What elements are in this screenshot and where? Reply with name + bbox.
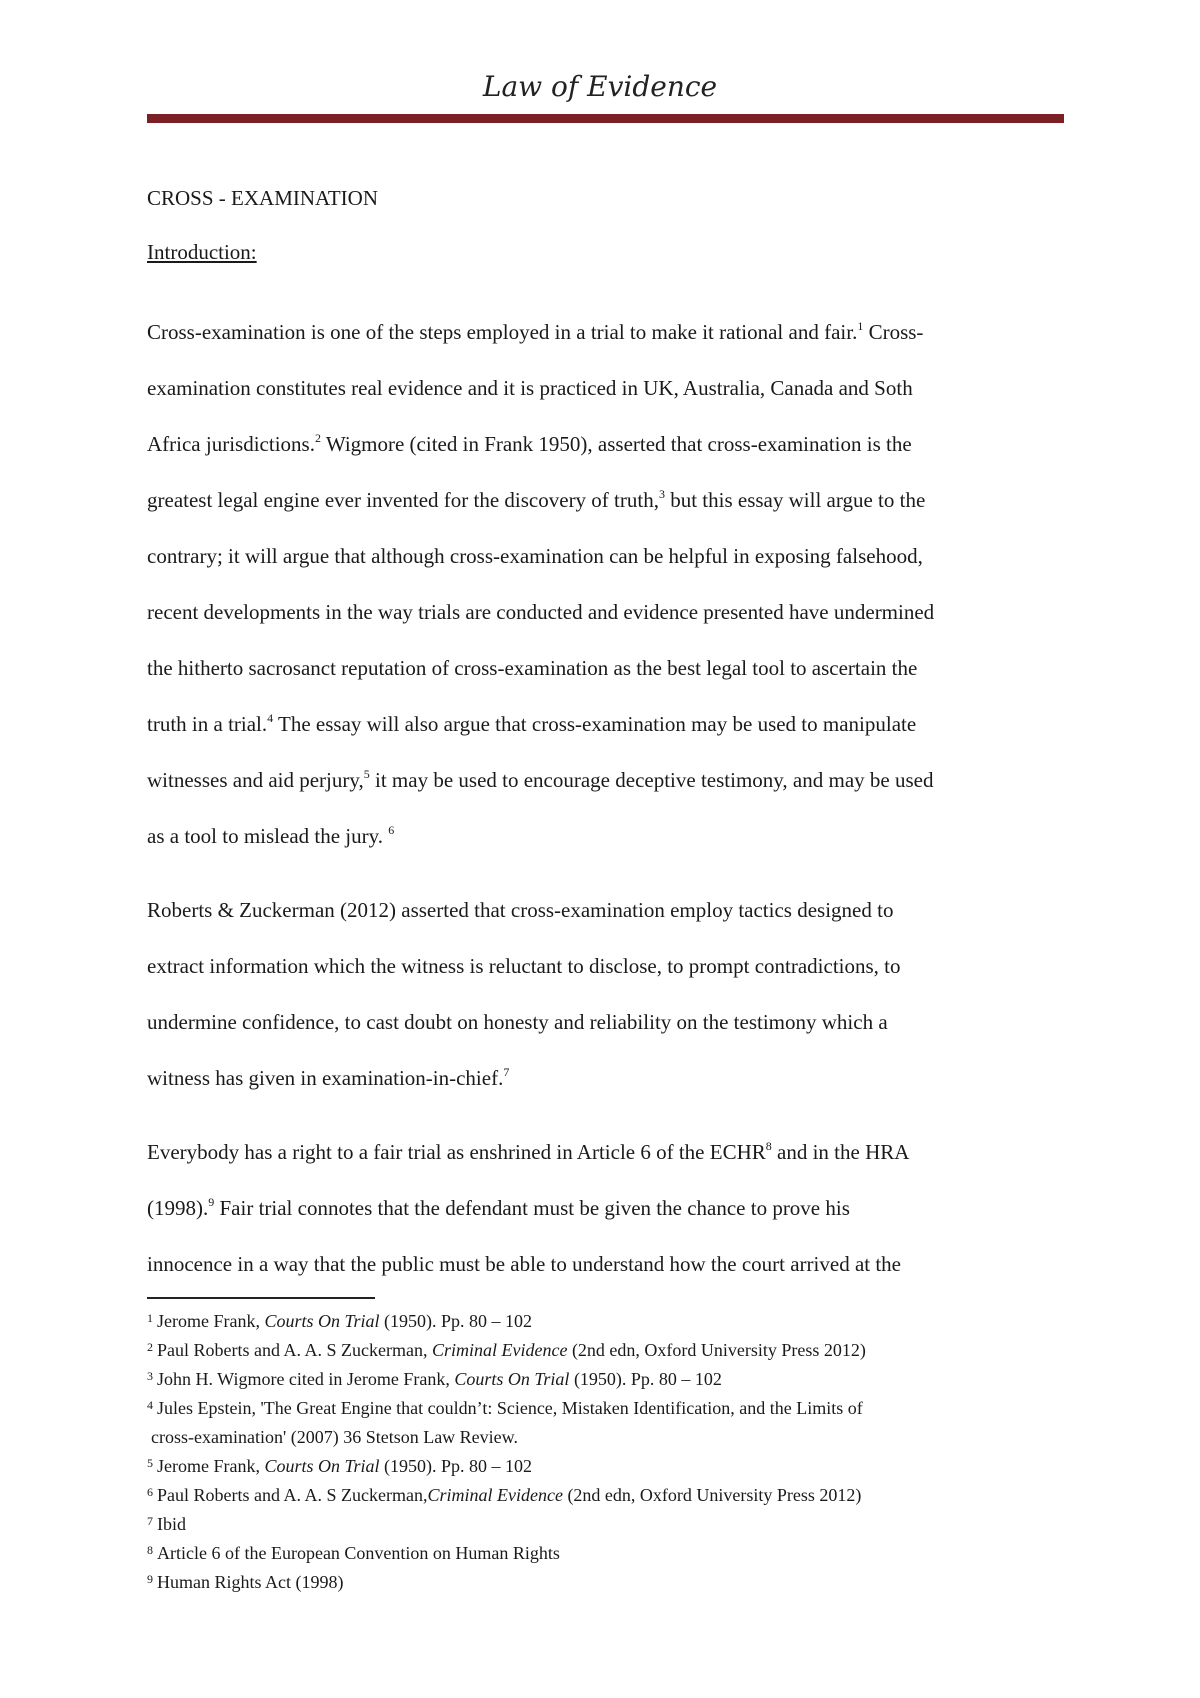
footnote: $^5$ Jerome Frank, Courts On Trial (1950). Pp. 80 – 102: [147, 1456, 533, 1476]
footnote: $^4$ Jules Epstein, 'The Great Engine that couldn’t: Science, Mistaken Identification, and the Limits of: [147, 1398, 863, 1418]
footnote-ref[interactable]: 2: [314, 431, 321, 445]
footnote-ref[interactable]: 4: [267, 711, 274, 725]
header-rule: [147, 114, 1064, 123]
text-line: as a tool to mislead the jury. $^6$: [147, 823, 395, 848]
text-line: recent developments in the way trials are conducted and evidence presented have undermined: [147, 600, 935, 624]
text-line: the hitherto sacrosanct reputation of cross-examination as the best legal tool to ascertain the: [147, 656, 918, 680]
footnote: $^8$ Article 6 of the European Convention on Human Rights: [147, 1543, 560, 1563]
text-line: examination constitutes real evidence and it is practiced in UK, Australia, Canada and Soth: [147, 376, 913, 400]
text-line: greatest legal engine ever invented for the discovery of truth,$^3$ but this essay will argue to the: [147, 487, 926, 512]
footnote: $^6$ Paul Roberts and A. A. S Zuckerman,Criminal Evidence (2nd edn, Oxford University Press 2012): [147, 1485, 862, 1505]
text-line: contrary; it will argue that although cross-examination can be helpful in exposing falsehood,: [147, 544, 923, 568]
footnote-ref[interactable]: 9: [208, 1195, 215, 1209]
footnote: $^7$ Ibid: [147, 1514, 186, 1534]
paragraph-2: [147, 882, 1064, 1106]
paragraph-1: [147, 304, 1064, 864]
footnote-ref[interactable]: 3: [658, 487, 665, 501]
footnote-ref[interactable]: 7: [503, 1065, 510, 1079]
footnote-ref[interactable]: 6: [388, 823, 395, 837]
text-line: Everybody has a right to a fair trial as enshrined in Article 6 of the ECHR$^8$ and in the HRA: [147, 1139, 910, 1164]
text-line: Africa jurisdictions.$^2$ Wigmore (cited in Frank 1950), asserted that cross-examination is the: [147, 431, 912, 456]
paragraph-3: [147, 1124, 1064, 1292]
text-line: Roberts & Zuckerman (2012) asserted that cross-examination employ tactics designed to: [147, 898, 894, 922]
footnote-separator: [147, 1297, 375, 1299]
text-line: witnesses and aid perjury,$^5$ it may be used to encourage deceptive testimony, and may be used: [147, 767, 934, 792]
section-heading: CROSS - EXAMINATION: [147, 186, 379, 210]
footnote-ref[interactable]: 5: [363, 767, 370, 781]
text-line: witness has given in examination-in-chief.$^7$: [147, 1065, 510, 1090]
footnote-ref[interactable]: 1: [857, 319, 864, 333]
text-line: extract information which the witness is reluctant to disclose, to prompt contradictions, to: [147, 954, 901, 978]
footnote: $^1$ Jerome Frank, Courts On Trial (1950). Pp. 80 – 102: [147, 1311, 533, 1331]
section-subheading: Introduction:: [147, 240, 257, 264]
footnote-ref[interactable]: 8: [765, 1139, 772, 1153]
footnote: $^3$ John H. Wigmore cited in Jerome Frank, Courts On Trial (1950). Pp. 80 – 102: [147, 1369, 722, 1389]
main-content: [147, 180, 1064, 1292]
text-line: innocence in a way that the public must be able to understand how the court arrived at the: [147, 1252, 902, 1276]
text-line: (1998).$^9$ Fair trial connotes that the defendant must be given the chance to prove his: [147, 1195, 850, 1220]
text-line: Cross-examination is one of the steps employed in a trial to make it rational and fair.$^1$ Cross-: [147, 319, 924, 344]
text-line: truth in a trial.$^4$ The essay will also argue that cross-examination may be used to manipulate: [147, 711, 917, 736]
footnote: $^9$ Human Rights Act (1998): [147, 1572, 344, 1592]
footnote-continuation: cross-examination' (2007) 36 Stetson Law Review.: [151, 1427, 518, 1447]
page-header-title: Law of Evidence: [482, 70, 718, 103]
footnotes: [147, 1305, 1064, 1595]
text-line: undermine confidence, to cast doubt on honesty and reliability on the testimony which a: [147, 1010, 888, 1034]
footnote: $^2$ Paul Roberts and A. A. S Zuckerman, Criminal Evidence (2nd edn, Oxford University Press 2012): [147, 1340, 866, 1360]
